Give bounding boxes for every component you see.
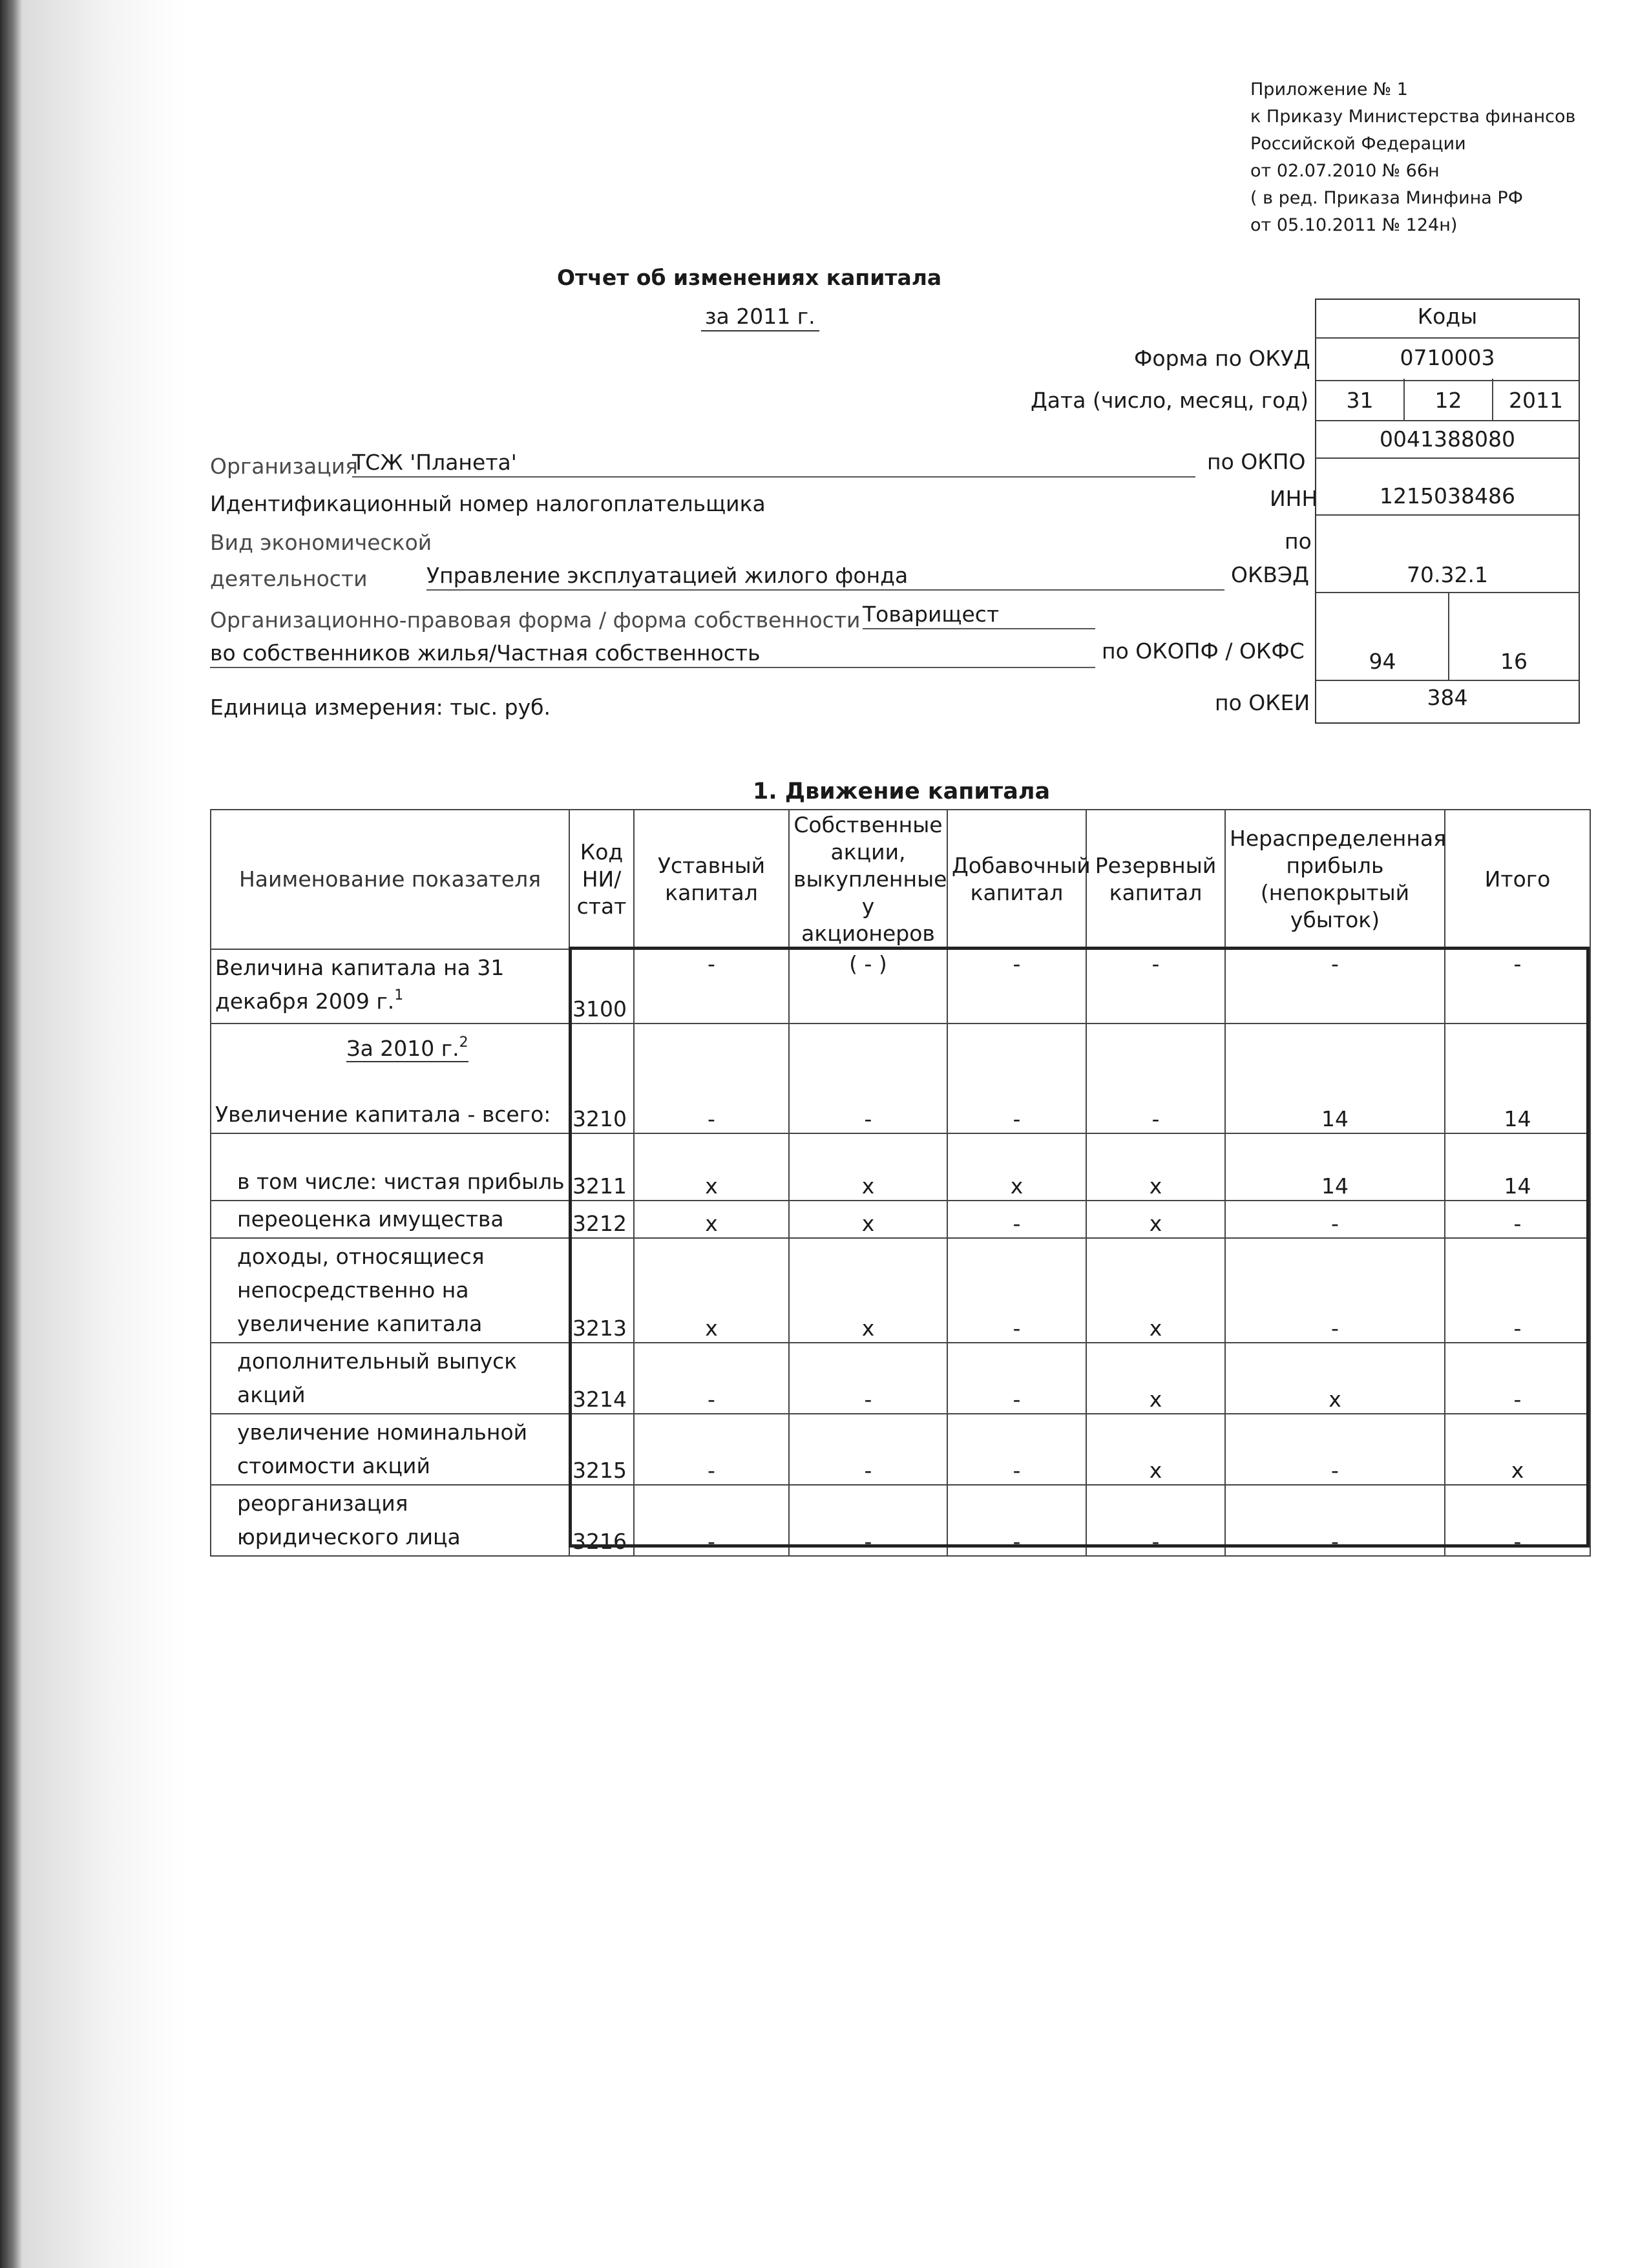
cell-total: 14	[1445, 1062, 1590, 1133]
table-row	[211, 1201, 1590, 1238]
activity-value: Управление эксплуатацией жилого фонда	[426, 562, 1224, 591]
date-year: 2011	[1509, 388, 1563, 413]
header-additional: Добавочный капитал	[947, 810, 1086, 949]
report-title: Отчет об изменениях капитала	[557, 265, 942, 290]
header-charter: Уставный капитал	[634, 810, 789, 949]
cell-additional: -	[947, 949, 1086, 1024]
scan-edge	[0, 0, 22, 2268]
cell-total: x	[1445, 1414, 1590, 1485]
cell-own-shares: -	[789, 1062, 947, 1133]
cell-additional: -	[947, 1201, 1086, 1238]
form-value-1: Товарищест	[863, 601, 1095, 629]
table-row	[211, 1343, 1590, 1414]
okved-label: ОКВЭД	[1231, 562, 1309, 587]
date-label: Дата (число, месяц, год)	[1031, 388, 1309, 413]
cell-reserve: -	[1086, 1485, 1225, 1556]
table-row	[211, 1414, 1590, 1485]
cell-retained: -	[1225, 1238, 1445, 1343]
cell-retained: -	[1225, 1485, 1445, 1556]
header-reserve: Резервный капитал	[1086, 810, 1225, 949]
row-code: 3210	[569, 1062, 634, 1133]
cell-own-shares: -	[789, 1414, 947, 1485]
date-day: 31	[1346, 388, 1374, 413]
row-code: 3100	[569, 949, 634, 1024]
cell-charter: x	[634, 1201, 789, 1238]
cell-retained: 14	[1225, 1062, 1445, 1133]
cell-own-shares: x	[789, 1238, 947, 1343]
cell-retained: -	[1225, 1201, 1445, 1238]
table-row	[211, 1062, 1590, 1133]
appendix-line: к Приказу Министерства финансов	[1250, 107, 1576, 127]
cell-additional: x	[947, 1133, 1086, 1201]
capital-table	[210, 809, 1591, 1557]
appendix-note	[1250, 76, 1575, 239]
cell-reserve: x	[1086, 1201, 1225, 1238]
okopf-value: 94	[1369, 649, 1396, 674]
cell-additional: -	[947, 1485, 1086, 1556]
okopf-label: по ОКОПФ / ОКФС	[1102, 638, 1305, 664]
row-code: 3214	[569, 1343, 634, 1414]
cell-charter: -	[634, 949, 789, 1024]
org-label: Организация	[210, 454, 359, 479]
row-code: 3211	[569, 1133, 634, 1201]
appendix-line: от 02.07.2010 № 66н	[1250, 161, 1440, 181]
form-value-2: во собственников жилья/Частная собственность	[210, 640, 1095, 668]
okud-value: 0710003	[1400, 345, 1495, 370]
row-name: дополнительный выпуск акций	[211, 1343, 569, 1414]
table-row	[211, 1238, 1590, 1343]
row-name: в том числе: чистая прибыль	[211, 1133, 569, 1201]
inn-value: 1215038486	[1380, 483, 1515, 509]
unit-label: Единица измерения: тыс. руб.	[210, 695, 551, 720]
cell-additional: -	[947, 1062, 1086, 1133]
appendix-line: от 05.10.2011 № 124н)	[1250, 215, 1458, 235]
cell-charter: x	[634, 1238, 789, 1343]
okved-label-top: по	[1285, 529, 1312, 554]
row-name: реорганизация юридического лица	[211, 1485, 569, 1556]
cell-reserve: x	[1086, 1238, 1225, 1343]
table-row	[211, 1024, 1590, 1062]
cell-total: 14	[1445, 1133, 1590, 1201]
form-label: Организационно-правовая форма / форма собственности	[210, 607, 861, 633]
org-name: ТСЖ 'Планета'	[352, 449, 1195, 478]
cell-total: -	[1445, 1238, 1590, 1343]
row-code: 3215	[569, 1414, 634, 1485]
date-month: 12	[1434, 388, 1462, 413]
cell-charter: x	[634, 1133, 789, 1201]
activity-label-2: деятельности	[210, 566, 368, 591]
cell-reserve: -	[1086, 1062, 1225, 1133]
row-code: 3213	[569, 1238, 634, 1343]
row-code: 3212	[569, 1201, 634, 1238]
cell-additional: -	[947, 1343, 1086, 1414]
header-code: Код НИ/ стат	[569, 810, 634, 949]
cell-additional: -	[947, 1414, 1086, 1485]
cell-retained: -	[1225, 1414, 1445, 1485]
okei-value: 384	[1427, 685, 1468, 710]
okud-label: Форма по ОКУД	[1134, 346, 1310, 371]
cell-reserve: -	[1086, 949, 1225, 1024]
header-retained: Нераспределенная прибыль (непокрытый убыток)	[1225, 810, 1445, 949]
okpo-value: 0041388080	[1380, 426, 1515, 452]
cell-retained: -	[1225, 949, 1445, 1024]
cell-retained: x	[1225, 1343, 1445, 1414]
cell-reserve: x	[1086, 1343, 1225, 1414]
appendix-line: Российской Федерации	[1250, 134, 1466, 154]
cell-total: -	[1445, 949, 1590, 1024]
report-period: за 2011 г.	[701, 304, 819, 331]
cell-own-shares: -	[789, 1343, 947, 1414]
header-name: Наименование показателя	[211, 810, 569, 949]
cell-charter: -	[634, 1343, 789, 1414]
period-subheader: За 2010 г.$^2$	[211, 1024, 569, 1062]
row-name: Увеличение капитала - всего:	[211, 1062, 569, 1133]
okfs-value: 16	[1500, 649, 1528, 674]
row-code: 3216	[569, 1485, 634, 1556]
table-row	[211, 1133, 1590, 1201]
table-row	[211, 949, 1590, 1024]
cell-own-shares: ( - )	[789, 949, 947, 1024]
row-name: доходы, относящиеся непосредственно на увеличение капитала	[211, 1238, 569, 1343]
cell-own-shares: x	[789, 1201, 947, 1238]
row-name: Величина капитала на 31 декабря 2009 г.$^1$	[211, 949, 569, 1024]
cell-additional: -	[947, 1238, 1086, 1343]
cell-total: -	[1445, 1485, 1590, 1556]
cell-own-shares: x	[789, 1133, 947, 1201]
cell-charter: -	[634, 1062, 789, 1133]
row-name: переоценка имущества	[211, 1201, 569, 1238]
okved-value: 70.32.1	[1407, 562, 1488, 587]
cell-reserve: x	[1086, 1414, 1225, 1485]
row-name: увеличение номинальной стоимости акций	[211, 1414, 569, 1485]
header-total: Итого	[1445, 810, 1590, 949]
table-header-row	[211, 810, 1590, 949]
codes-box	[1315, 299, 1580, 724]
section-title: 1. Движение капитала	[753, 779, 1051, 804]
cell-reserve: x	[1086, 1133, 1225, 1201]
cell-total: -	[1445, 1201, 1590, 1238]
table-row	[211, 1485, 1590, 1556]
cell-charter: -	[634, 1414, 789, 1485]
appendix-line: ( в ред. Приказа Минфина РФ	[1250, 188, 1523, 208]
codes-header: Коды	[1417, 304, 1478, 329]
cell-retained: 14	[1225, 1133, 1445, 1201]
activity-label-1: Вид экономической	[210, 530, 432, 555]
cell-own-shares: -	[789, 1485, 947, 1556]
header-own-shares: Собственные акции, выкупленные у акционеров	[789, 810, 947, 949]
appendix-line: Приложение № 1	[1250, 79, 1408, 100]
scan-shadow	[22, 0, 190, 2268]
inn-label: Идентификационный номер налогоплательщика	[210, 491, 766, 516]
cell-total: -	[1445, 1343, 1590, 1414]
okpo-label: по ОКПО	[1207, 449, 1306, 474]
okei-label: по ОКЕИ	[1215, 690, 1310, 715]
inn-code-label: ИНН	[1270, 486, 1318, 511]
cell-charter: -	[634, 1485, 789, 1556]
